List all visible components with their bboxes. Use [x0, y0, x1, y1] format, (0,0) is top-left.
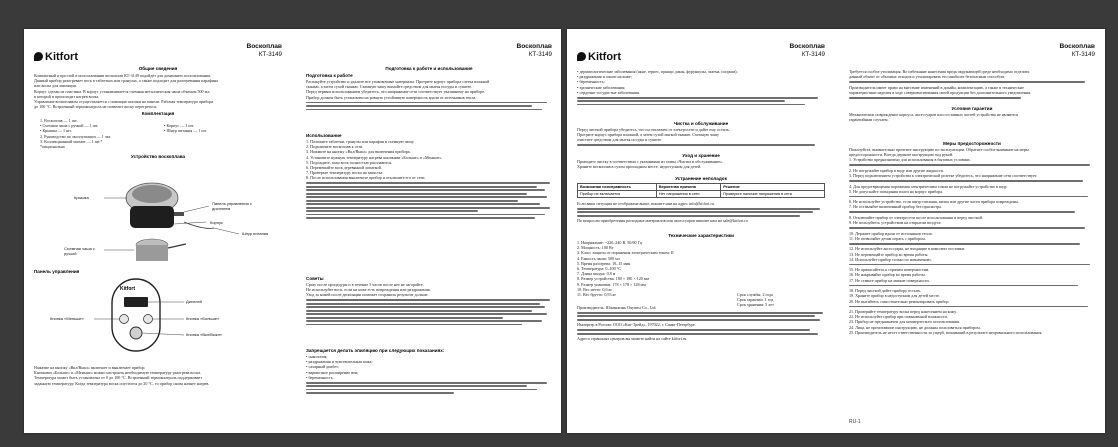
- product-header-3: Воскоплав КТ-3149: [789, 43, 825, 58]
- spec-item: 8. Размер устройства: 180 × 180 × 120 мм: [577, 276, 650, 282]
- prep-line: тканью, а затем сухой тканью. Съемную чашу вымойте средством для мытья посуды и сушите.: [306, 84, 473, 90]
- section-kit-title: Комплектация: [141, 111, 175, 116]
- safety-line: 25. Производитель не несет ответственности за ущерб, возникший в результате неправильного использования.: [849, 329, 1043, 335]
- safety-line: 15. Не прикасайтесь к горячим поверхностям.: [849, 267, 930, 273]
- prep-line: Прибор должен быть установлен на ровную устойчивую поверхность вдали от источников тепла.: [306, 94, 477, 100]
- spec-item: Срок хранения: 5 лет: [737, 302, 774, 308]
- general-line: Управление воскоплавом осуществляется с помощью кнопки на панели. Рабочая температура прибора: [34, 99, 214, 105]
- usage-line: 2. Подключите воскоплав к сети.: [306, 144, 364, 150]
- section-specs-title: Технические характеристики: [668, 233, 734, 238]
- label-power-button: Кнопка «Вкл/Выкл»: [186, 332, 223, 337]
- label-menu-button: Кнопка «Меньше»: [50, 316, 84, 321]
- maker-line: Импортер в России: ООО «Кит-Трейд», 197022, г. Санкт-Петербург.: [577, 322, 696, 328]
- label-plus-button: Кнопка «Больше»: [186, 316, 220, 321]
- section-use-title: Подготовка к работе и использование: [385, 66, 473, 71]
- label-lid: Крышка: [74, 195, 89, 200]
- section-storage-title: Уход и хранение: [682, 153, 720, 158]
- intro-line: Требуется особое утилизация. Во избежание нанесения вреда окружающей среде необходимо отделить: [849, 69, 1030, 74]
- contra-line: • дерматологические заболевания (акне, герпес, прыщи, раны, фурункулы, экзема, псориаз);: [577, 69, 738, 74]
- section-safety-title: Меры предосторожности: [943, 141, 1001, 146]
- safety-line: 21. Проверяйте температуру воска перед нанесением на кожу.: [849, 309, 957, 314]
- spec-item: 7. Длина шнура: 0,8 м: [577, 271, 616, 277]
- safety-line: Пожалуйста, внимательно прочтите инструкцию по эксплуатации. Обратите особое внимание на меры: [849, 147, 1029, 152]
- warranty-line: гарантийным случаем.: [849, 117, 889, 123]
- contra-line: • раздражения и ожоги на коже;: [577, 74, 633, 80]
- warn-line: • раздражения и чувствительная кожа;: [306, 359, 373, 365]
- care-line: Перед чисткой прибора убедитесь, что он отключен от электросети и дайте ему остыть.: [577, 127, 731, 132]
- contra-line: • сердечно-сосудистые заболевания.: [577, 89, 640, 95]
- after-line: По вопросам приобретения расходных материалов или аксессуаров пишите нам на sale@kitfort.ru: [577, 218, 748, 224]
- safety-line: 7. Не оставляйте включенный прибор без присмотра.: [849, 204, 942, 210]
- general-line: до 100 °С. Встроенный термоконтроль не позволит воску перегреться.: [34, 104, 157, 110]
- advice-line: Сразу после процедуры и в течение 5 часов после нее не загорайте.: [306, 282, 424, 287]
- section-prep-title: Подготовка к работе: [306, 73, 353, 78]
- safety-line: 3. Перед подключением устройства к электрической розетке убедитесь, что напряжение сети соответствует.: [849, 173, 1038, 179]
- kit-list-right: [164, 123, 264, 133]
- spec-item: 4. Емкость чаши: 500 мл: [577, 255, 620, 261]
- brand-logo-2: Kitfort: [577, 51, 621, 63]
- kit-item: • Крышка — 1 шт.: [40, 128, 72, 134]
- safety-line: 10. Держите прибор вдали от источников тепла.: [849, 230, 933, 236]
- table-header-cell: Вероятная причина: [656, 184, 720, 191]
- brand-mark-icon: [577, 52, 586, 61]
- general-line: Данный прибор разогревает воск в таблетках или гранулах, а также подходит для разогревания парафина: [34, 78, 218, 84]
- kit-item: • Корпус — 1 шт.: [164, 123, 194, 128]
- device-body-shape: [130, 206, 174, 228]
- label-panel: Панель управления с дисплеем: [212, 201, 252, 211]
- after-line: Если ваша ситуация не отображена выше, пишите нам на адрес info@kitfort.ru.: [577, 201, 715, 206]
- storage-line: Проводите чистку в соответствии с указаниями из главы «Чистка и обслуживание».: [577, 159, 724, 164]
- safety-line: 6. Не используйте устройство, если шнур питания, вилка или другие части прибора повреждены.: [849, 199, 1019, 205]
- warranty-line: Механические повреждение корпуса, аксессуаров или составных частей устройства не являются: [849, 112, 1019, 117]
- warn-line: • варикозное расширение вен;: [306, 369, 359, 375]
- care-line: Протрите корпус прибора влажной, а затем сухой мягкой тканью. Съемную чашу: [577, 132, 720, 138]
- control-panel-shape: [174, 212, 184, 216]
- section-care-title: Чистка и обслуживание: [673, 121, 729, 126]
- spec-item: 5. Время разогрева: 10–15 мин: [577, 260, 631, 266]
- usage-line: 6. Перемешайте воск деревянной лопаткой.: [306, 165, 382, 171]
- table-cell: Нет напряжения в сети: [656, 191, 720, 198]
- general-text: [34, 73, 282, 109]
- prep-text: [306, 79, 552, 112]
- general-line: в которой и происходит нагрев воска.: [34, 93, 100, 99]
- kit-item: • Шнур питания — 1 шт.: [164, 128, 208, 134]
- usage-line: 5. Подождите, пока воск полностью расплавится.: [306, 159, 393, 165]
- warn-line: • беременность.: [306, 374, 334, 380]
- advice-line: Уход за кожей после депиляции поможет сохранить результат дольше.: [306, 292, 429, 298]
- safety-line: 5. Не допускайте попадания влаги на корпус прибора.: [849, 188, 944, 194]
- product-header-4: Воскоплав КТ-3149: [1059, 43, 1095, 58]
- brand-mark-icon: [34, 52, 43, 61]
- kit-note: *опционально: [40, 144, 65, 150]
- safety-line: 9. Не пользуйтесь устройством на открытом воздухе.: [849, 220, 942, 226]
- specs-list: [577, 240, 727, 297]
- safety-line: 11. Не позволяйте детям играть с прибором.: [849, 235, 926, 241]
- label-bowl: Съемная чаша с ручкой: [64, 246, 95, 256]
- spec-item: 9. Размер упаковки: 178 × 178 × 128 мм: [577, 281, 646, 287]
- storage-text: [577, 159, 825, 169]
- intro-line: данный объект от обычных отходов и утилизировать его наиболее безопасным способом.: [849, 74, 1006, 80]
- bowl-handle-shape: [168, 244, 186, 248]
- contra-line: • беременность;: [577, 79, 605, 85]
- intro-line: характеристики изделия в ходе совершенствования своей продукции без дополнительного уведомления.: [849, 89, 1032, 95]
- table-header-cell: Возможная неисправность: [578, 184, 657, 191]
- care-line: очистите средством для мытья посуды и сушите.: [577, 137, 663, 143]
- spec-item: Срок службы: 2 года: [737, 292, 773, 297]
- panel-line: Температура может быть установлена от 0 до 100 °С. Встроенный термоконтроль поддерживает: [34, 375, 202, 381]
- trouble-table: [577, 183, 825, 198]
- safety-line: 2. Не погружайте прибор в воду или другие жидкости.: [849, 167, 944, 173]
- lid-top-shape: [132, 185, 172, 203]
- page-number: RU-1: [849, 419, 861, 425]
- kit-list-left: [40, 118, 160, 149]
- safety-line: 1. Устройство предназначено для использования в бытовых условиях.: [849, 157, 971, 163]
- safety-line: 18. Перед чисткой дайте прибору остыть.: [849, 288, 922, 294]
- table-cell: Проверьте наличие напряжения в сети: [721, 191, 825, 198]
- usage-line: 4. Установите нужную температуру нагрева кнопками «Больше» и «Меньше».: [306, 154, 443, 160]
- usage-line: 1. Положите таблетки, гранулы или парафин в съемную чашу.: [306, 139, 415, 144]
- spec-item: 10. Вес нетто: 0,6 кг: [577, 286, 613, 292]
- table-header-row: [578, 184, 825, 191]
- product-header-2: Воскоплав КТ-3149: [516, 43, 552, 58]
- panel-description: [34, 365, 282, 386]
- general-line: Корпус сделан из пластика. В корпус устанавливается съемная металлическая чаша объемом 500 мл,: [34, 88, 211, 94]
- label-display: Дисплей: [186, 299, 202, 304]
- general-line: Компактный и простой в использовании воскоплав КТ-3149 подойдёт для домашнего использования.: [34, 73, 212, 78]
- contraindications-text: [577, 69, 825, 107]
- spec-item: 11. Вес брутто: 0,93 кг: [577, 292, 617, 298]
- kit-item: 1. Воскоплав — 1 шт.: [40, 118, 78, 123]
- plus-button-shape: [144, 315, 153, 324]
- right-page: [567, 29, 1105, 433]
- menu-button-shape: [120, 315, 129, 324]
- safety-line: 4. Для предотвращения поражения электрическим током не погружайте устройство в воду.: [849, 183, 1008, 189]
- intro-text: [849, 69, 1095, 100]
- kit-item: • Съемная чаша с ручкой — 1 шт.: [40, 123, 99, 129]
- advice-text: [306, 282, 552, 327]
- spec-item: Срок гарантии: 1 год: [737, 297, 774, 303]
- display-shape: [124, 297, 148, 307]
- safety-line: 19. Храните прибор в недоступном для детей месте.: [849, 293, 941, 299]
- safety-line: 16. Не накрывайте прибор во время работы.: [849, 272, 926, 278]
- usage-line: 8. После использования выключите прибор и отключите его от сети.: [306, 175, 426, 181]
- intro-line: Производитель имеет право на внесение изменений в дизайн, комплектацию, а также в технические: [849, 84, 1024, 90]
- safety-line: 13. Не перемещайте прибор во время работы.: [849, 251, 929, 257]
- maker-text: [577, 305, 825, 342]
- panel-line: заданную температуру. Когда температура воска опустится до 20 °С, то прибор снова начнет нагрев.: [34, 380, 210, 386]
- after-table-text: [577, 201, 825, 224]
- care-text: [577, 127, 825, 148]
- kit-item: 3. Коллекционный магнит — 1 шт.*: [40, 138, 103, 144]
- warn-line: • онкология;: [306, 354, 328, 359]
- section-usage-title: Использование: [306, 133, 342, 138]
- section-warn-title: Запрещается делать эпиляцию при следующих показаниях:: [306, 348, 445, 353]
- spec-item: 2. Мощность: 100 Вт: [577, 245, 614, 251]
- safety-line: 20. Не пытайтесь самостоятельно ремонтировать прибор.: [849, 298, 950, 304]
- storage-line: Храните воскоплав в сухом прохладном месте, недоступном для детей.: [577, 164, 702, 170]
- safety-text: [849, 147, 1095, 335]
- spec-item: 3. Класс защиты от поражения электрическим током: II: [577, 250, 674, 256]
- power-button-shape: [130, 327, 142, 339]
- bowl-body-shape: [136, 245, 168, 261]
- section-device-title: Устройство воскоплава: [130, 154, 186, 159]
- prep-line: Распакуйте устройство и удалите все упаковочные материалы. Протрите корпус прибора слегка влажной: [306, 79, 490, 84]
- section-warranty-title: Условия гарантии: [951, 106, 993, 111]
- section-panel-title: Панель управления: [34, 269, 80, 274]
- label-body: Корпус: [210, 220, 223, 225]
- general-line: или воска для эпиляции.: [34, 83, 77, 89]
- panel-line: Кнопками «Больше» и «Меньше» можно настроить необходимую температуру разогрева воска.: [34, 370, 202, 376]
- kit-item: 2. Руководство по эксплуатации — 1 экз.: [40, 133, 112, 139]
- panel-line: Нажатие на кнопку «Вкл/Выкл» включает и выключает прибор.: [34, 365, 146, 370]
- label-cord: Шнур питания: [242, 231, 269, 236]
- safety-line: 14. Используйте прибор только по назначению.: [849, 256, 932, 262]
- section-trouble-title: Устранение неполадок: [675, 176, 727, 181]
- safety-line: 23. Прибор не предназначен для коммерческого использования.: [849, 319, 960, 325]
- safety-line: 24. Лица, не прочитавшие инструкцию, не должны пользоваться прибором.: [849, 324, 981, 330]
- section-general-title: Общие сведения: [138, 66, 178, 71]
- warranty-text: [849, 112, 1095, 122]
- table-row: [578, 191, 825, 198]
- safety-line: 8. Отключайте прибор от электросети после использования и перед чисткой.: [849, 214, 983, 220]
- maker-line: Адреса сервисных центров вы можете найти на сайте kitfort.ru.: [577, 336, 688, 342]
- contra-line: • хронические заболевания;: [577, 84, 626, 90]
- left-page: [24, 29, 561, 433]
- spec-item: 1. Напряжение: ~220–240 В, 50/60 Гц: [577, 240, 643, 245]
- product-header: Воскоплав КТ-3149: [246, 43, 282, 58]
- panel-logo-text: Kitfort: [120, 286, 135, 292]
- usage-line: 3. Нажмите на кнопку «Вкл/Выкл» для включения прибора.: [306, 149, 411, 155]
- usage-line: 7. Проверьте температуру воска на запястье.: [306, 170, 384, 176]
- warn-line: • сахарный диабет;: [306, 364, 340, 370]
- safety-line: 17. Не ставьте прибор на мягкие поверхности.: [849, 277, 930, 283]
- warn-text: [306, 354, 552, 396]
- usage-text: [306, 139, 552, 221]
- spec-item: 6. Температура: 0–100 °С: [577, 266, 622, 272]
- safety-line: 12. Не используйте аксессуары, не входящие в комплект поставки.: [849, 246, 966, 252]
- maker-line: Производитель: Шэньчжэнь Ouyunsi Co., Ltd.: [577, 305, 657, 310]
- safety-line: 22. Не используйте прибор при повышенной влажности.: [849, 314, 948, 320]
- prep-line: Перед первым использованием убедитесь, что напряжение сети соответствует указанному на приборе.: [306, 89, 486, 95]
- table-cell: Прибор не включается: [578, 191, 657, 198]
- table-header-cell: Решение: [721, 184, 825, 191]
- safety-line: предосторожности. Всегда держите инструкцию под рукой.: [849, 152, 954, 158]
- brand-logo: Kitfort: [34, 51, 78, 63]
- advice-line: Не используйте воск, если на коже есть повреждения или раздражения.: [306, 287, 431, 293]
- section-advice-title: Советы: [306, 276, 324, 281]
